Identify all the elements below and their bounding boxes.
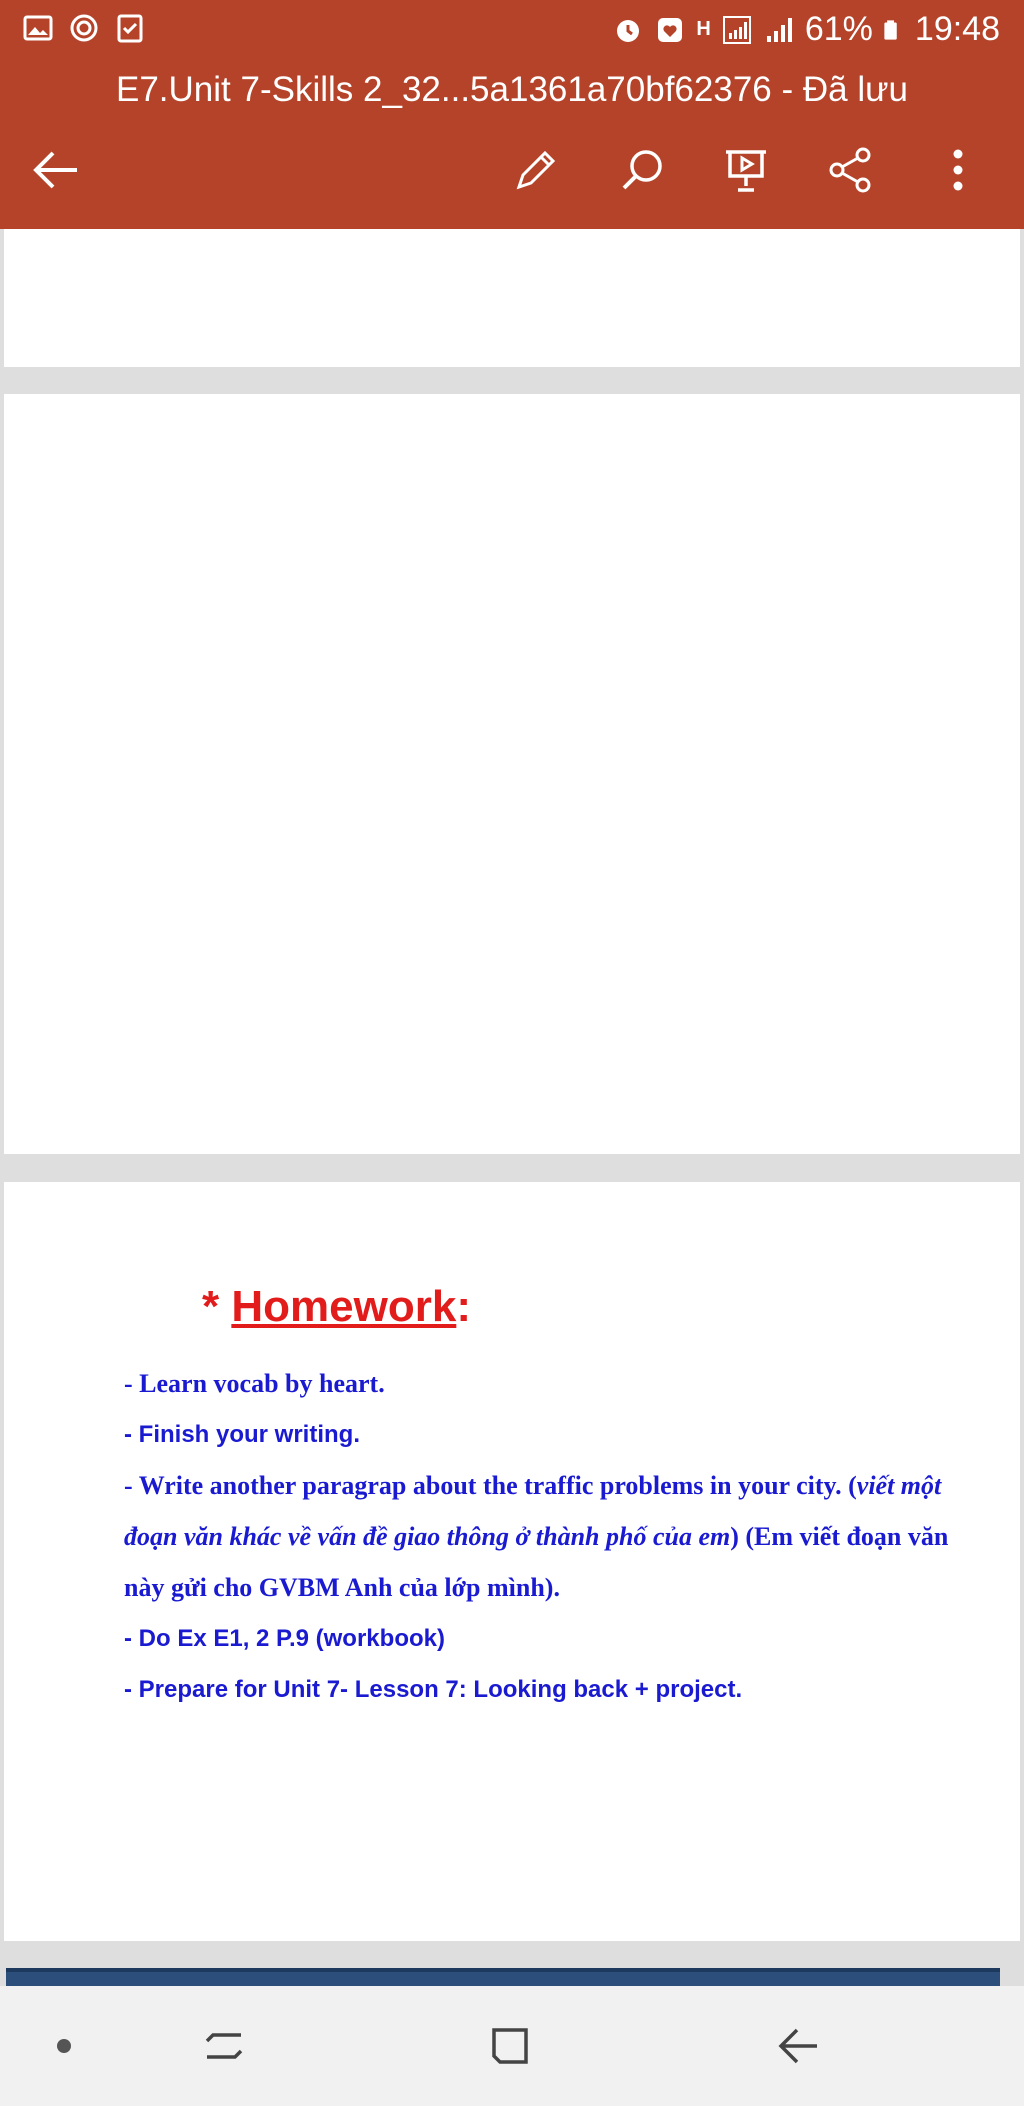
battery-icon [883, 14, 905, 46]
alarm-icon [612, 14, 644, 46]
slide-page-homework[interactable] [4, 1182, 1020, 1941]
pencil-icon [511, 145, 561, 195]
list-item-vietnamese: viết một đoạn văn khác về vấn đề giao thông ở thành phố của em [124, 1471, 942, 1551]
back-arrow-icon [773, 2021, 823, 2071]
list-item [124, 1460, 984, 1613]
share-button[interactable] [820, 140, 880, 200]
slide-page-2[interactable] [4, 394, 1020, 1154]
swirl-icon [68, 12, 100, 44]
more-vertical-icon [948, 145, 968, 195]
document-title: E7.Unit 7-Skills 2_32...5a1361a70bf62376 - Đã lưu [116, 70, 908, 109]
recent-apps-button[interactable] [192, 2014, 256, 2078]
home-square-icon [485, 2021, 535, 2071]
slide-page-1[interactable] [4, 229, 1020, 367]
search-button[interactable] [612, 140, 672, 200]
list-item: - Prepare for Unit 7- Lesson 7: Looking back + project. [124, 1676, 743, 1703]
list-item-text: ) (Em viết đoạn văn này gửi cho GVBM Anh của lớp mình). [124, 1522, 949, 1602]
homework-heading [202, 1282, 471, 1332]
search-icon [617, 145, 667, 195]
heading-text: Homework [231, 1282, 457, 1331]
homework-list [124, 1358, 984, 1715]
heading-star: * [202, 1282, 232, 1331]
status-bar [0, 0, 1024, 62]
clock: 19:48 [914, 10, 1000, 48]
nav-dot-button[interactable] [32, 2014, 96, 2078]
signal-icon-1 [721, 14, 753, 46]
toolbar [0, 140, 1024, 200]
task-check-icon [114, 12, 146, 44]
presentation-icon [720, 144, 772, 196]
signal-icon-2 [763, 14, 795, 46]
homework-content [4, 1182, 1020, 1941]
arrow-left-icon [29, 143, 83, 197]
recents-icon [199, 2021, 249, 2071]
list-item-text: - Write another paragrap about the traffic problems in your city. ( [124, 1471, 857, 1500]
battery-percent: 61% [804, 10, 873, 48]
list-item: - Finish your writing. [124, 1421, 360, 1448]
more-options-button[interactable] [928, 140, 988, 200]
system-nav-bar [0, 1986, 1024, 2106]
network-type: H [696, 18, 711, 40]
share-icon [825, 145, 875, 195]
app-bar [0, 0, 1024, 229]
gallery-icon [22, 12, 54, 44]
list-item: - Do Ex E1, 2 P.9 (workbook) [124, 1625, 445, 1652]
present-button[interactable] [716, 140, 776, 200]
home-button[interactable] [478, 2014, 542, 2078]
list-item: - Learn vocab by heart. [124, 1369, 385, 1398]
heart-shield-icon [654, 14, 686, 46]
edit-button[interactable] [506, 140, 566, 200]
heading-colon: : [456, 1282, 471, 1331]
back-nav-button[interactable] [766, 2014, 830, 2078]
back-button[interactable] [26, 140, 86, 200]
dot-icon [54, 2036, 74, 2056]
